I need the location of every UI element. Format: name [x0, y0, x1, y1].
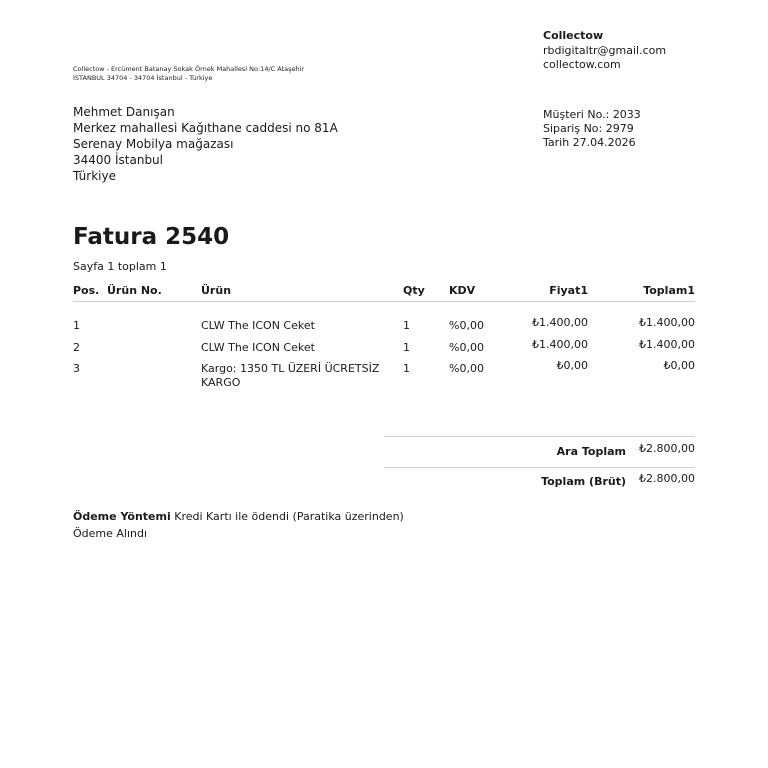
- page-info: Sayfa 1 toplam 1: [73, 260, 167, 273]
- recipient-company: Serenay Mobilya mağazası: [73, 137, 234, 151]
- row-1-price: ₺1.400,00: [532, 316, 588, 329]
- row-1-total: ₺1.400,00: [639, 316, 695, 329]
- gross-divider: [384, 467, 695, 468]
- row-3-pos: 3: [73, 362, 80, 375]
- header-price: Fiyat1: [549, 284, 588, 297]
- row-3-qty: 1: [403, 362, 410, 375]
- row-2-total: ₺1.400,00: [639, 338, 695, 351]
- customer-number: Müşteri No.: 2033: [543, 108, 641, 121]
- header-total: Toplam1: [643, 284, 695, 297]
- recipient-street: Merkez mahallesi Kağıthane caddesi no 81A: [73, 121, 338, 135]
- header-product: Ürün: [201, 284, 232, 297]
- row-3-product: Kargo: 1350 TL ÜZERİ ÜCRETSİZ KARGO: [201, 362, 380, 389]
- row-3-total: ₺0,00: [663, 359, 695, 372]
- payment-status: Ödeme Alındı: [73, 527, 148, 540]
- subtotal-value: ₺2.800,00: [639, 442, 695, 455]
- subtotal-label: Ara Toplam: [556, 445, 626, 458]
- payment-method: [73, 510, 404, 523]
- subtotal-divider: [384, 436, 695, 437]
- row-1-pos: 1: [73, 319, 80, 332]
- header-pos: Pos.: [73, 284, 100, 297]
- row-2-pos: 2: [73, 341, 80, 354]
- payment-method-label: Ödeme Yöntemi: [73, 510, 171, 523]
- recipient-country: Türkiye: [73, 169, 116, 183]
- recipient-name: Mehmet Danışan: [73, 105, 175, 119]
- company-email: rbdigitaltr@gmail.com: [543, 44, 667, 57]
- header-qty: Qty: [403, 284, 425, 297]
- payment-method-value: Kredi Kartı ile ödendi (Paratika üzerinden): [174, 510, 404, 523]
- row-3-price: ₺0,00: [556, 359, 588, 372]
- company-name: Collectow: [543, 29, 604, 42]
- header-divider: [73, 301, 695, 302]
- row-1-product: CLW The ICON Ceket: [201, 319, 315, 332]
- company-website: collectow.com: [543, 58, 621, 71]
- row-2-qty: 1: [403, 341, 410, 354]
- row-2-vat: %0,00: [449, 341, 484, 354]
- recipient-city: 34400 İstanbul: [73, 153, 163, 167]
- invoice-title: Fatura 2540: [73, 224, 230, 250]
- row-2-product: CLW The ICON Ceket: [201, 341, 315, 354]
- header-product-no: Ürün No.: [107, 284, 162, 297]
- row-1-qty: 1: [403, 319, 410, 332]
- gross-total-label: Toplam (Brüt): [541, 475, 626, 488]
- row-2-price: ₺1.400,00: [532, 338, 588, 351]
- header-vat: KDV: [449, 284, 476, 297]
- row-1-vat: %0,00: [449, 319, 484, 332]
- sender-address-line-1: Collectow - Ercüment Batanay Sokak Örnek Mahallesi No:14/C Ataşehir: [73, 65, 305, 73]
- invoice-date: Tarih 27.04.2026: [543, 136, 636, 149]
- gross-total-value: ₺2.800,00: [639, 472, 695, 485]
- row-3-vat: %0,00: [449, 362, 484, 375]
- sender-address-line-2: İSTANBUL 34704 - 34704 İstanbul - Türkiye: [73, 74, 213, 82]
- order-number: Sipariş No: 2979: [543, 122, 634, 135]
